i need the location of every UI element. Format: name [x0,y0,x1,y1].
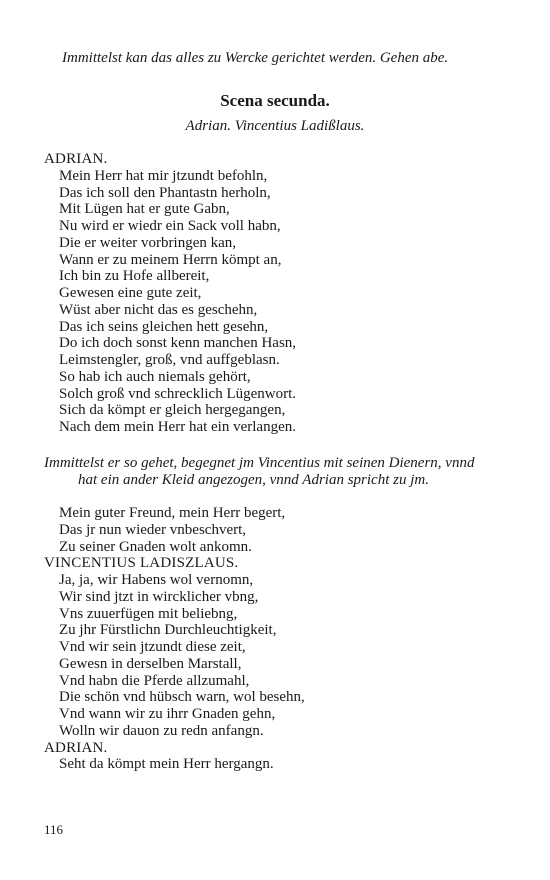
speech-adrian-1 [44,151,296,436]
stage-direction-line-2: hat ein ander Kleid angezogen, vnnd Adrian spricht zu jm. [78,472,429,488]
stage-direction-intro: Immittelst kan das alles zu Wercke gerichtet werden. Gehen abe. [62,50,449,66]
verse-line: Mit Lügen hat er gute Gabn, [59,201,230,218]
verse-line: Wüst aber nicht das es geschehn, [59,301,258,318]
scene-title: Scena secunda. [220,91,330,110]
verse-line: Do ich doch sonst kenn manchen Hasn, [59,335,297,352]
verse-line: Nach dem mein Herr hat ein verlangen. [59,419,296,435]
verse-line: Die er weiter vorbringen kan, [59,234,237,251]
stage-direction-line-1: Immittelst er so gehet, begegnet jm Vincentius mit seinen Dienern, vnnd [44,455,475,471]
speaker-name: VINCENTIUS LADISZLAUS. [44,555,239,572]
verse-line: Zu jhr Fürstlichn Durchleuchtigkeit, [59,622,277,639]
dramatis-personae: Adrian. Vincentius Ladißlaus. [185,118,365,134]
verse-line: Ich bin zu Hofe allbereit, [59,268,210,285]
verse-line: Das ich seins gleichen hett gesehn, [59,318,269,335]
speaker-name: ADRIAN. [44,151,108,167]
verse-line: Sich da kömpt er gleich hergegangen, [59,402,286,419]
verse-line: Wir sind jtzt in wircklicher vbng, [59,588,259,605]
verse-line: Vnd habn die Pferde allzumahl, [59,672,250,689]
verse-line: Das jr nun wieder vnbeschvert, [59,521,247,538]
verse-line: Nu wird er wiedr ein Sack voll habn, [59,218,281,234]
verse-line: Vns zuuerfügen mit beliebng, [59,605,238,622]
speech-adrian-2 [44,505,305,773]
speaker-name: ADRIAN. [44,739,108,756]
verse-line: Gewesen eine gute zeit, [59,285,202,301]
verse-line: Wann er zu meinem Herrn kömpt an, [59,251,282,268]
verse-line: Die schön vnd hübsch warn, wol besehn, [59,689,305,706]
verse-line: Vnd wann wir zu ihrr Gnaden gehn, [59,706,276,722]
verse-line: Mein guter Freund, mein Herr begert, [59,505,286,521]
verse-line: Solch groß vnd schrecklich Lügenwort. [59,385,297,402]
verse-line: Gewesn in derselben Marstall, [59,655,242,672]
verse-line: Leimstengler, groß, vnd auffgeblasn. [59,352,280,368]
verse-line: Zu seiner Gnaden wolt ankomn. [59,538,252,555]
verse-line: Vnd wir sein jtzundt diese zeit, [59,639,246,655]
verse-line: So hab ich auch niemals gehört, [59,368,251,385]
verse-line: Mein Herr hat mir jtzundt befohln, [59,167,268,184]
verse-line: Das ich soll den Phantastn herholn, [59,184,271,201]
verse-line: Wolln wir dauon zu redn anfangn. [59,722,264,739]
verse-line: Seht da kömpt mein Herr hergangn. [59,756,274,773]
page-number: 116 [44,822,64,837]
verse-line: Ja, ja, wir Habens wol vernomn, [59,572,254,588]
